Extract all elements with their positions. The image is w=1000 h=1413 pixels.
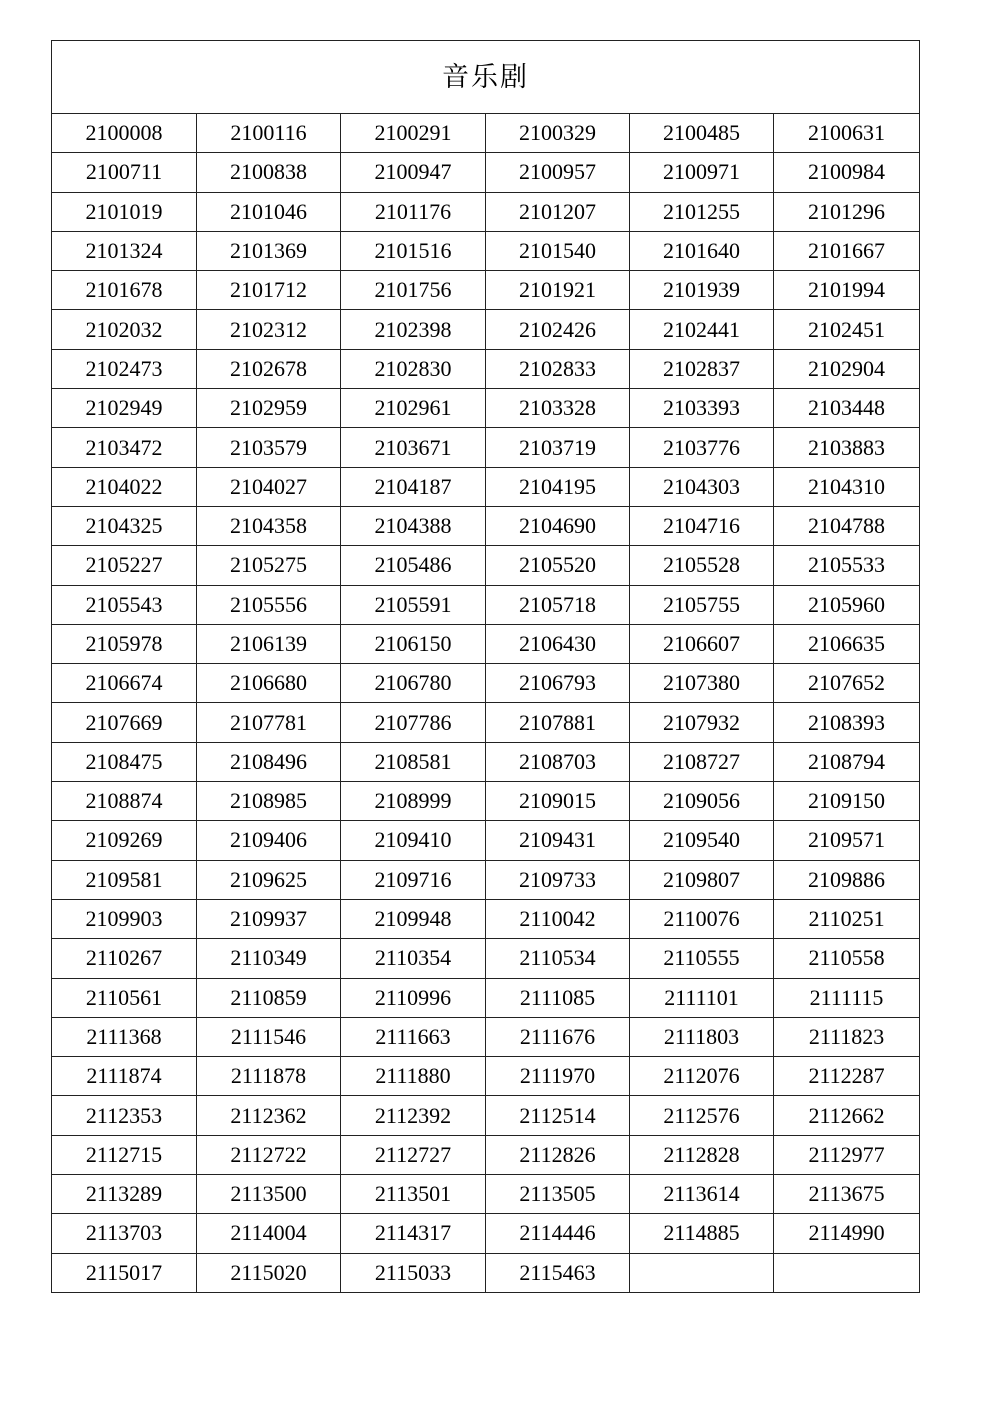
table-row <box>52 467 920 506</box>
number-cell: 2100838 <box>197 153 341 192</box>
number-cell: 2105533 <box>774 546 920 585</box>
table-row <box>52 546 920 585</box>
table-row <box>52 978 920 1017</box>
number-cell: 2102959 <box>197 389 341 428</box>
number-cell: 2114004 <box>197 1214 341 1253</box>
number-cell: 2111101 <box>630 978 774 1017</box>
number-cell: 2101678 <box>52 271 197 310</box>
number-cell: 2109056 <box>630 782 774 821</box>
number-cell: 2103393 <box>630 389 774 428</box>
number-cell: 2112722 <box>197 1135 341 1174</box>
number-cell: 2101516 <box>341 231 486 270</box>
number-cell: 2101712 <box>197 271 341 310</box>
number-cell: 2105960 <box>774 585 920 624</box>
table-row <box>52 664 920 703</box>
number-cell: 2111823 <box>774 1017 920 1056</box>
number-cell: 2102904 <box>774 349 920 388</box>
number-cell: 2100329 <box>486 114 630 153</box>
table-row <box>52 1253 920 1292</box>
number-cell: 2101324 <box>52 231 197 270</box>
number-cell: 2112353 <box>52 1096 197 1135</box>
number-cell: 2111803 <box>630 1017 774 1056</box>
number-cell: 2106780 <box>341 664 486 703</box>
number-cell: 2104310 <box>774 467 920 506</box>
number-cell: 2107932 <box>630 703 774 742</box>
number-cell: 2110555 <box>630 939 774 978</box>
number-cell: 2111546 <box>197 1017 341 1056</box>
table-row <box>52 624 920 663</box>
number-cell: 2109581 <box>52 860 197 899</box>
number-cell: 2101369 <box>197 231 341 270</box>
table-row <box>52 1096 920 1135</box>
table-row <box>52 389 920 428</box>
number-cell: 2112977 <box>774 1135 920 1174</box>
table-row <box>52 192 920 231</box>
number-cell: 2110996 <box>341 978 486 1017</box>
number-cell: 2101255 <box>630 192 774 231</box>
number-cell: 2101640 <box>630 231 774 270</box>
number-cell: 2108727 <box>630 742 774 781</box>
number-cell: 2102949 <box>52 389 197 428</box>
number-cell: 2100485 <box>630 114 774 153</box>
number-cell: 2111874 <box>52 1057 197 1096</box>
table-row <box>52 585 920 624</box>
number-cell: 2101994 <box>774 271 920 310</box>
table-row <box>52 349 920 388</box>
number-cell: 2104388 <box>341 506 486 545</box>
table-row <box>52 310 920 349</box>
number-cell: 2103448 <box>774 389 920 428</box>
number-cell: 2106607 <box>630 624 774 663</box>
table-row <box>52 742 920 781</box>
number-cell: 2104303 <box>630 467 774 506</box>
number-cell: 2115463 <box>486 1253 630 1292</box>
number-cell: 2100971 <box>630 153 774 192</box>
number-cell: 2103472 <box>52 428 197 467</box>
number-cell: 2110349 <box>197 939 341 978</box>
number-cell: 2110534 <box>486 939 630 978</box>
number-cell: 2105275 <box>197 546 341 585</box>
number-cell: 2109948 <box>341 899 486 938</box>
number-cell <box>630 1253 774 1292</box>
number-cell: 2108496 <box>197 742 341 781</box>
number-cell: 2110042 <box>486 899 630 938</box>
table-row <box>52 939 920 978</box>
number-cell: 2109540 <box>630 821 774 860</box>
number-cell: 2103719 <box>486 428 630 467</box>
number-cell: 2107652 <box>774 664 920 703</box>
number-cell: 2102473 <box>52 349 197 388</box>
number-cell: 2100947 <box>341 153 486 192</box>
number-cell: 2102426 <box>486 310 630 349</box>
number-cell: 2100008 <box>52 114 197 153</box>
number-cell: 2100291 <box>341 114 486 153</box>
number-cell: 2100957 <box>486 153 630 192</box>
number-cell: 2109733 <box>486 860 630 899</box>
table-row <box>52 899 920 938</box>
number-cell: 2103671 <box>341 428 486 467</box>
number-cell: 2110561 <box>52 978 197 1017</box>
table-row <box>52 114 920 153</box>
number-cell: 2106139 <box>197 624 341 663</box>
number-cell: 2108985 <box>197 782 341 821</box>
number-cell: 2102441 <box>630 310 774 349</box>
number-cell: 2103776 <box>630 428 774 467</box>
number-cell: 2112392 <box>341 1096 486 1135</box>
number-cell: 2106150 <box>341 624 486 663</box>
number-cell: 2114317 <box>341 1214 486 1253</box>
table-row <box>52 782 920 821</box>
number-cell: 2109625 <box>197 860 341 899</box>
table-title: 音乐剧 <box>52 41 920 114</box>
number-cell: 2114885 <box>630 1214 774 1253</box>
number-cell: 2100984 <box>774 153 920 192</box>
number-cell: 2105543 <box>52 585 197 624</box>
number-cell: 2106635 <box>774 624 920 663</box>
number-cell: 2102833 <box>486 349 630 388</box>
number-cell: 2104027 <box>197 467 341 506</box>
number-cell: 2110859 <box>197 978 341 1017</box>
number-cell: 2108999 <box>341 782 486 821</box>
number-cell: 2101046 <box>197 192 341 231</box>
number-cell: 2109937 <box>197 899 341 938</box>
number-cell: 2112828 <box>630 1135 774 1174</box>
number-cell: 2108794 <box>774 742 920 781</box>
number-cell: 2100631 <box>774 114 920 153</box>
number-cell: 2102451 <box>774 310 920 349</box>
number-cell: 2102961 <box>341 389 486 428</box>
number-cell: 2108874 <box>52 782 197 821</box>
number-cell: 2105978 <box>52 624 197 663</box>
table-row <box>52 1017 920 1056</box>
number-cell: 2102678 <box>197 349 341 388</box>
number-cell: 2106674 <box>52 664 197 703</box>
number-cell: 2105520 <box>486 546 630 585</box>
number-cell: 2104716 <box>630 506 774 545</box>
number-cell: 2113289 <box>52 1175 197 1214</box>
number-cell: 2110076 <box>630 899 774 938</box>
number-cell: 2111970 <box>486 1057 630 1096</box>
number-cell: 2110558 <box>774 939 920 978</box>
number-cell: 2104358 <box>197 506 341 545</box>
number-cell: 2113614 <box>630 1175 774 1214</box>
table-row <box>52 703 920 742</box>
number-cell: 2111368 <box>52 1017 197 1056</box>
number-cell: 2101296 <box>774 192 920 231</box>
title-row <box>52 41 920 114</box>
number-cell: 2110267 <box>52 939 197 978</box>
number-cell: 2105227 <box>52 546 197 585</box>
number-cell: 2111878 <box>197 1057 341 1096</box>
number-cell: 2109410 <box>341 821 486 860</box>
number-cell: 2109269 <box>52 821 197 860</box>
number-cell: 2111085 <box>486 978 630 1017</box>
table-row <box>52 428 920 467</box>
number-cell: 2114990 <box>774 1214 920 1253</box>
number-cell: 2115033 <box>341 1253 486 1292</box>
number-cell: 2112576 <box>630 1096 774 1135</box>
number-cell: 2113505 <box>486 1175 630 1214</box>
number-cell: 2101019 <box>52 192 197 231</box>
number-cell: 2109807 <box>630 860 774 899</box>
table-row <box>52 1175 920 1214</box>
number-cell: 2108581 <box>341 742 486 781</box>
number-cell: 2104022 <box>52 467 197 506</box>
number-cell: 2113703 <box>52 1214 197 1253</box>
number-cell: 2105591 <box>341 585 486 624</box>
number-cell: 2101176 <box>341 192 486 231</box>
number-cell: 2111663 <box>341 1017 486 1056</box>
number-cell: 2112076 <box>630 1057 774 1096</box>
number-cell: 2101207 <box>486 192 630 231</box>
number-cell: 2105486 <box>341 546 486 585</box>
number-cell: 2102032 <box>52 310 197 349</box>
number-cell: 2112514 <box>486 1096 630 1135</box>
number-cell: 2108703 <box>486 742 630 781</box>
number-cell: 2109431 <box>486 821 630 860</box>
number-cell: 2105718 <box>486 585 630 624</box>
number-cell: 2105755 <box>630 585 774 624</box>
number-cell: 2109406 <box>197 821 341 860</box>
table-row <box>52 271 920 310</box>
number-cell: 2112826 <box>486 1135 630 1174</box>
number-cell: 2100116 <box>197 114 341 153</box>
number-cell: 2112362 <box>197 1096 341 1135</box>
number-cell: 2101540 <box>486 231 630 270</box>
number-cell: 2101921 <box>486 271 630 310</box>
table-row <box>52 1214 920 1253</box>
number-cell: 2103883 <box>774 428 920 467</box>
number-cell: 2112715 <box>52 1135 197 1174</box>
number-cell: 2100711 <box>52 153 197 192</box>
number-cell: 2102398 <box>341 310 486 349</box>
number-cell: 2112727 <box>341 1135 486 1174</box>
number-cell: 2112662 <box>774 1096 920 1135</box>
number-cell: 2101667 <box>774 231 920 270</box>
number-cell: 2104325 <box>52 506 197 545</box>
table-row <box>52 506 920 545</box>
number-cell <box>774 1253 920 1292</box>
number-cell: 2115017 <box>52 1253 197 1292</box>
number-cell: 2110354 <box>341 939 486 978</box>
number-cell: 2109015 <box>486 782 630 821</box>
number-cell: 2104187 <box>341 467 486 506</box>
number-cell: 2109886 <box>774 860 920 899</box>
number-cell: 2113501 <box>341 1175 486 1214</box>
number-cell: 2102312 <box>197 310 341 349</box>
number-cell: 2107881 <box>486 703 630 742</box>
number-cell: 2109150 <box>774 782 920 821</box>
number-cell: 2113500 <box>197 1175 341 1214</box>
number-cell: 2113675 <box>774 1175 920 1214</box>
number-cell: 2105528 <box>630 546 774 585</box>
number-cell: 2115020 <box>197 1253 341 1292</box>
number-cell: 2110251 <box>774 899 920 938</box>
number-cell: 2103328 <box>486 389 630 428</box>
number-cell: 2111676 <box>486 1017 630 1056</box>
table-row <box>52 153 920 192</box>
number-cell: 2109903 <box>52 899 197 938</box>
number-cell: 2107786 <box>341 703 486 742</box>
number-cell: 2106680 <box>197 664 341 703</box>
number-cell: 2108393 <box>774 703 920 742</box>
number-cell: 2104690 <box>486 506 630 545</box>
number-cell: 2112287 <box>774 1057 920 1096</box>
number-cell: 2111880 <box>341 1057 486 1096</box>
number-cell: 2109716 <box>341 860 486 899</box>
number-cell: 2108475 <box>52 742 197 781</box>
number-cell: 2109571 <box>774 821 920 860</box>
number-cell: 2111115 <box>774 978 920 1017</box>
table-row <box>52 231 920 270</box>
number-cell: 2107380 <box>630 664 774 703</box>
table-row <box>52 1057 920 1096</box>
number-cell: 2102837 <box>630 349 774 388</box>
number-cell: 2105556 <box>197 585 341 624</box>
number-cell: 2106793 <box>486 664 630 703</box>
table-row <box>52 860 920 899</box>
number-cell: 2104788 <box>774 506 920 545</box>
table-row <box>52 1135 920 1174</box>
number-cell: 2106430 <box>486 624 630 663</box>
number-cell: 2104195 <box>486 467 630 506</box>
number-cell: 2101939 <box>630 271 774 310</box>
number-cell: 2107781 <box>197 703 341 742</box>
number-cell: 2103579 <box>197 428 341 467</box>
ticket-number-table <box>51 40 920 1293</box>
number-cell: 2107669 <box>52 703 197 742</box>
number-cell: 2102830 <box>341 349 486 388</box>
table-row <box>52 821 920 860</box>
number-cell: 2114446 <box>486 1214 630 1253</box>
number-cell: 2101756 <box>341 271 486 310</box>
